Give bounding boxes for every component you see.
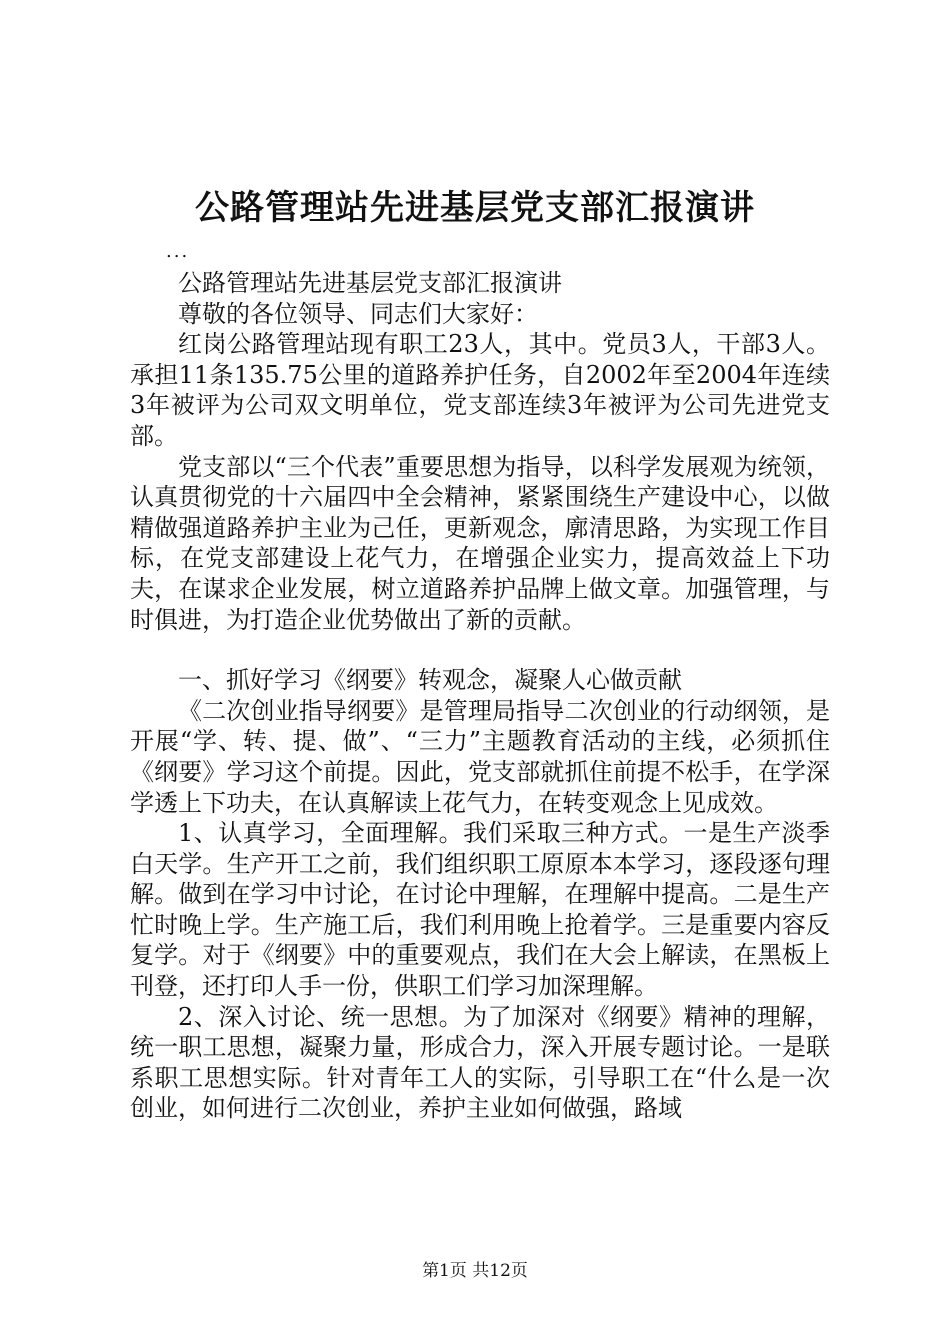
intro-paragraph: 红岗公路管理站现有职工23人，其中。党员3人，干部3人。承担11条135.75公里的道路养护任务，自2002年至2004年连续3年被评为公司双文明单位，党支部连续3年被评为公司先进党支部。: [130, 330, 830, 450]
guidance-paragraph: 党支部以“三个代表”重要思想为指导，以科学发展观为统领，认真贯彻党的十六届四中全会精神，紧紧围绕生产建设中心，以做精做强道路养护主业为己任，更新观念，廓清思路，为实现工作目标，在党支部建设上花气力，在增强企业实力，提高效益上下功夫，在谋求企业发展，树立道路养护品牌上做文章。加强管理，与时俱进，为打造企业优势做出了新的贡献。: [130, 452, 830, 634]
subtitle-paragraph: 公路管理站先进基层党支部汇报演讲: [178, 269, 562, 297]
document-title: 公路管理站先进基层党支部汇报演讲: [195, 188, 755, 228]
greeting-paragraph: 尊敬的各位领导、同志们大家好：: [178, 299, 538, 328]
page-number-footer: 第1页 共12页: [422, 1261, 528, 1281]
section-heading-1: 一、抓好学习《纲要》转观念，凝聚人心做贡献: [178, 666, 682, 695]
document-body: [130, 240, 830, 1124]
item-1-paragraph: 1、认真学习，全面理解。我们采取三种方式。一是生产淡季白天学。生产开工之前，我们组织职工原原本本学习，逐段逐句理解。做到在学习中讨论，在讨论中理解，在理解中提高。二是生产忙时晚上学。生产施工后，我们利用晚上抢着学。三是重要内容反复学。对于《纲要》中的重要观点，我们在大会上解读，在黑板上刊登，还打印人手一份，供职工们学习加深理解。: [130, 819, 830, 1001]
section-1-paragraph: 《二次创业指导纲要》是管理局指导二次创业的行动纲领，是开展“学、转、提、做”、“三力”主题教育活动的主线，必须抓住《纲要》学习这个前提。因此，党支部就抓住前提不松手，在学深学透上下功夫，在认真解读上花气力，在转变观念上见成效。: [130, 696, 830, 817]
ellipsis-text: ...: [166, 241, 190, 262]
item-2-paragraph: 2、深入讨论、统一思想。为了加深对《纲要》精神的理解，统一职工思想，凝聚力量，形成合力，深入开展专题讨论。一是联系职工思想实际。针对青年工人的实际，引导职工在“什么是一次创业，如何进行二次创业，养护主业如何做强，路域: [130, 1002, 830, 1123]
